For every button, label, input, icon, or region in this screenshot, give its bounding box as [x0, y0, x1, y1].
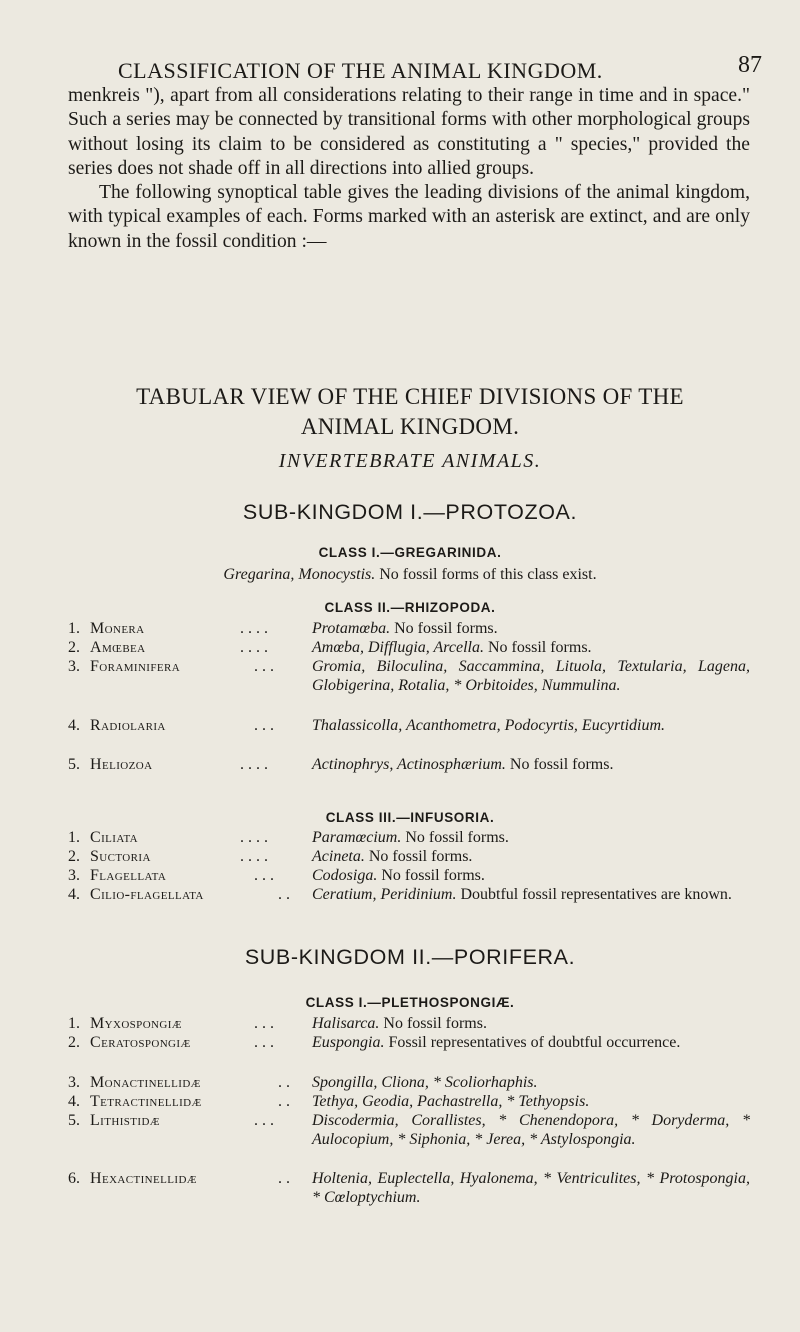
class-gregarinida-remark: No fossil forms of this class exist. [379, 566, 597, 583]
row-description [312, 756, 750, 775]
sub-kingdom-porifera-heading: SUB-KINGDOM II.—PORIFERA. [244, 945, 576, 969]
row-description [312, 658, 750, 695]
leader-dots: . . [278, 1170, 290, 1187]
table-title-line: TABULAR VIEW OF THE CHIEF DIVISIONS OF THE [136, 384, 684, 409]
table-title [60, 382, 760, 442]
group-name: Foraminifera [90, 658, 181, 675]
row-examples: Euspongia. [312, 1034, 385, 1051]
invertebrates-heading: INVERTEBRATE ANIMALS. [278, 450, 542, 472]
row-number: 5. [68, 1112, 80, 1129]
row-description [312, 1034, 750, 1053]
leader-dots: . . . . [240, 848, 268, 865]
row-description [312, 1015, 750, 1034]
leader-dots: . . . [254, 1034, 274, 1051]
row-description [312, 620, 750, 639]
group-name: Amœbea [90, 639, 146, 656]
row-number: 4. [68, 886, 80, 903]
row-examples: Paramœcium. [312, 829, 402, 846]
group-name: Tetractinellidæ [90, 1093, 202, 1110]
leader-dots: . . . [254, 867, 274, 884]
group-name: Heliozoa [90, 756, 153, 773]
row-note: Fossil representatives of doubtful occurrence. [388, 1034, 681, 1051]
leader-dots: . . [278, 886, 290, 903]
row-note: No fossil forms. [368, 848, 473, 865]
row-examples: Spongilla, Cliona, * Scoliorhaphis. [312, 1074, 538, 1091]
intro-paragraph: menkreis "), apart from all considerations relating to their range in time and in space." Such a series may be connected by transitional forms with other morphological groups without losing its claim to be considered as constituting a " species," provided the series does not shade off in all directions into allied groups. [68, 85, 750, 179]
row-note: No fossil forms. [383, 1015, 487, 1032]
class-infusoria-heading: CLASS III.—INFUSORIA. [325, 810, 495, 825]
row-number: 1. [68, 829, 80, 846]
group-name: Monactinellidæ [90, 1074, 201, 1091]
row-number: 6. [68, 1170, 80, 1187]
row-examples: Halisarca. [312, 1015, 380, 1032]
row-number: 3. [68, 658, 80, 675]
group-name: Cilio-flagellata [90, 886, 204, 903]
row-description [312, 1093, 750, 1112]
row-description [312, 1170, 750, 1207]
leader-dots: . . . [254, 658, 274, 675]
table-title-line: ANIMAL KINGDOM. [300, 414, 520, 439]
group-name: Hexactinellidæ [90, 1170, 197, 1187]
class-rhizopoda-heading: CLASS II.—RHIZOPODA. [324, 600, 496, 615]
page-number: 87 [738, 52, 762, 78]
row-examples: Actinophrys, Actinosphærium. [312, 756, 506, 773]
row-description [312, 848, 750, 867]
row-note: No fossil forms. [488, 639, 592, 656]
row-description [312, 867, 750, 886]
row-examples: Ceratium, Peridinium. [312, 886, 457, 903]
sub-kingdom-protozoa-heading: SUB-KINGDOM I.—PROTOZOA. [242, 500, 578, 524]
row-examples: Holtenia, Euplectella, Hyalonema, * Ventriculites, * Protospongia, * Cœloptychium. [312, 1170, 750, 1206]
row-examples: Codosiga. [312, 867, 378, 884]
leader-dots: . . . . [240, 639, 268, 656]
class-plethospongiae-heading: CLASS I.—PLETHOSPONGIÆ. [305, 995, 515, 1010]
row-examples: Thalassicolla, Acanthometra, Podocyrtis, Eucyrtidium. [312, 717, 666, 734]
row-description [312, 1074, 750, 1093]
leader-dots: . . [278, 1093, 290, 1110]
group-name: Lithistidæ [90, 1112, 160, 1129]
row-description [312, 829, 750, 848]
row-description [312, 1112, 750, 1149]
intro-paragraph: The following synoptical table gives the leading divisions of the animal kingdom, with typical examples of each. Forms marked with an asterisk are extinct, and are only known in the fossil condition :— [68, 182, 750, 252]
row-number: 2. [68, 1034, 80, 1051]
class-gregarinida-note [60, 566, 760, 584]
row-note: No fossil forms. [394, 620, 498, 637]
group-name: Myxospongiæ [90, 1015, 182, 1032]
class-gregarinida-heading: CLASS I.—GREGARINIDA. [318, 545, 502, 560]
row-note: No fossil forms. [509, 756, 614, 773]
row-examples: Gromia, Biloculina, Saccammina, Lituola, Textularia, Lagena, Globigerina, Rotalia, * Orbitoides, Nummulina. [312, 658, 750, 694]
row-description [312, 639, 750, 658]
row-description [312, 886, 750, 905]
row-examples: Tethya, Geodia, Pachastrella, * Tethyopsis. [312, 1093, 590, 1110]
row-examples: Amœba, Difflugia, Arcella. [312, 639, 484, 656]
row-note: No fossil forms. [405, 829, 509, 846]
row-description [312, 717, 750, 736]
leader-dots: . . [278, 1074, 290, 1091]
row-number: 4. [68, 717, 80, 734]
leader-dots: . . . [254, 1015, 274, 1032]
row-note: No fossil forms. [381, 867, 485, 884]
row-number: 3. [68, 867, 80, 884]
group-name: Ceratospongiæ [90, 1034, 191, 1051]
group-name: Radiolaria [90, 717, 166, 734]
row-examples: Acineta. [312, 848, 365, 865]
group-name: Monera [90, 620, 145, 637]
leader-dots: . . . . [240, 756, 268, 773]
intro-text [68, 84, 750, 254]
leader-dots: . . . [254, 717, 274, 734]
row-number: 5. [68, 756, 80, 773]
group-name: Suctoria [90, 848, 151, 865]
group-name: Flagellata [90, 867, 167, 884]
row-number: 2. [68, 639, 80, 656]
row-number: 1. [68, 620, 80, 637]
row-examples: Discodermia, Corallistes, * Chenendopora, * Doryderma, * Aulocopium, * Siphonia, * Jerea, * Astylospongia. [312, 1112, 750, 1148]
group-name: Ciliata [90, 829, 139, 846]
leader-dots: . . . . [240, 620, 268, 637]
leader-dots: . . . [254, 1112, 274, 1129]
row-examples: Protamœba. [312, 620, 391, 637]
row-number: 2. [68, 848, 80, 865]
row-note: Doubtful fossil representatives are known. [460, 886, 732, 903]
row-number: 1. [68, 1015, 80, 1032]
leader-dots: . . . . [240, 829, 268, 846]
class-gregarinida-examples: Gregarina, Monocystis. [223, 566, 376, 583]
running-head: CLASSIFICATION OF THE ANIMAL KINGDOM. [118, 58, 603, 83]
row-number: 3. [68, 1074, 80, 1091]
row-number: 4. [68, 1093, 80, 1110]
